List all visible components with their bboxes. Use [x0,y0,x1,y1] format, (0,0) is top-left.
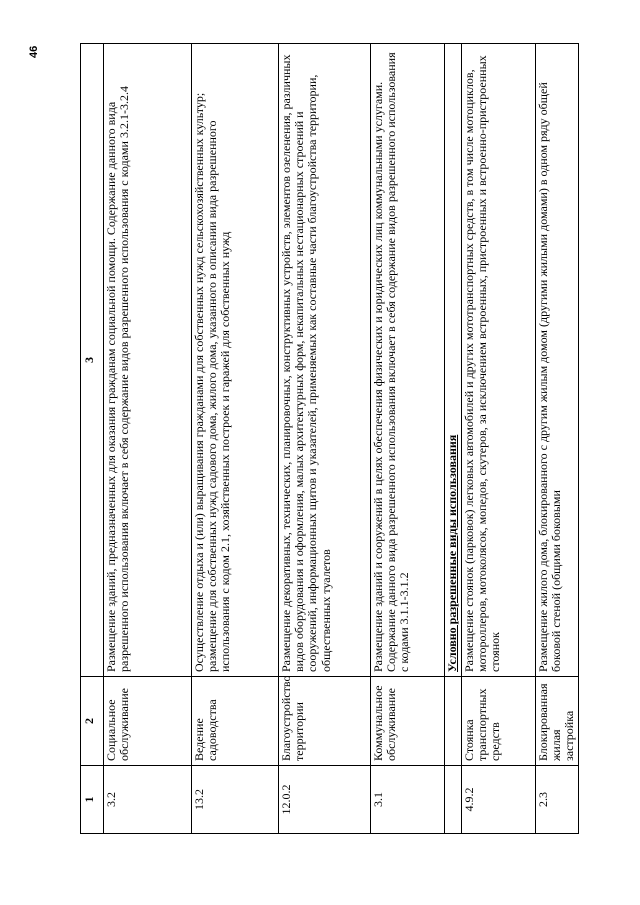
table-row [279,44,371,834]
description-line: размещение для собственных нужд садового дома, жилого дома, указанного в описании вида разрешенного использования с кодом 2.1, хозяйственных построек и гаражей для собственных нужд [205,120,233,672]
row-code: 12.0.2 [279,766,371,834]
row-name: Социальное обслуживание [104,677,192,766]
rotated-table-container [80,44,587,834]
row-description: Размещение жилого дома, блокированного с другим жилым домом (другими жилыми домами) в одном ряду общей боковой стеной (общими боковыми [536,44,579,677]
row-description: Размещение зданий и сооружений в целях обеспечения физических и юридических лиц коммунальными услугами. Содержание данного вида разрешенного использования включает в себя содержание видов разрешенного использования с кодами 3.1.1-3.1.2 [371,44,445,677]
row-name: Коммунальное обслуживание [371,677,445,766]
header-cell-1: 1 [81,766,104,834]
row-code: 2.3 [536,766,579,834]
header-cell-2: 2 [81,677,104,766]
header-cell-3: 3 [81,44,104,677]
description-line: Осуществление отдыха и (или) выращивания гражданами для собственных нужд сельскохозяйственных культур; [192,92,206,672]
table-row [462,44,536,834]
row-name: Благоустройство территории [279,677,371,766]
table-row [192,44,279,834]
row-code: 13.2 [192,766,279,834]
row-description: Размещение стоянок (парковок) легковых автомобилей и других мототранспортных средств, в том числе мотоциклов, мотороллеров, мотоколясок, мопедов, скутеров, за исключением встроенных, пристроенных и встроенно-пристроенных стоянок [462,44,536,677]
table-row [371,44,445,834]
row-name: Ведение садоводства [192,677,279,766]
section-empty-cell [445,766,462,834]
row-name: Блокированная жилая застройка [536,677,579,766]
page-number: 46 [28,45,40,58]
row-code: 4.9.2 [462,766,536,834]
table-header-row [81,44,104,834]
section-title: Условно разрешенные виды использования [445,44,462,677]
row-description: Размещение зданий, предназначенных для оказания гражданам социальной помощи. Содержание данного вида разрешенного использования включает в себя содержание видов разрешенного использования с кодами 3.2.1-3.2.4 [104,44,192,677]
land-use-table [80,43,579,834]
row-code: 3.1 [371,766,445,834]
row-name: Стоянка транспортных средств [462,677,536,766]
row-description [192,44,279,677]
table-row [536,44,579,834]
section-row [445,44,462,834]
section-empty-cell [445,677,462,766]
table-row [104,44,192,834]
row-code: 3.2 [104,766,192,834]
row-description: Размещение декоративных, технических, планировочных, конструктивных устройств, элементов озеленения, различных видов оборудования и оформления, малых архитектурных форм, некапитальных нестационарных строений и сооружений, информационных щитов и указателей, применяемых как составные части благоустройства территории, общественных туалетов [279,44,371,677]
